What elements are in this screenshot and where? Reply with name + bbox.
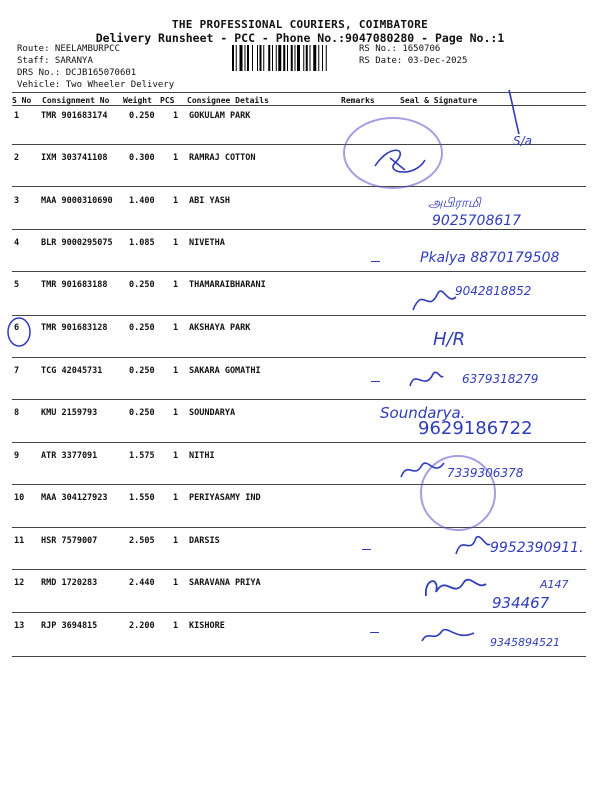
row-pcs: 1 <box>173 366 179 376</box>
row-divider <box>12 229 586 230</box>
row-pcs: 1 <box>173 111 179 121</box>
signature-scribble <box>408 285 458 315</box>
rs-date-label: RS Date: 03-Dec-2025 <box>359 56 468 66</box>
row-consignee: SARAVANA PRIYA <box>189 578 261 588</box>
barcode-bar <box>272 45 273 71</box>
barcode-bar <box>252 45 253 71</box>
row-consignee: NIVETHA <box>189 238 225 248</box>
handwritten-note: A147 <box>540 578 569 591</box>
row-consignment: TCG 42045731 <box>41 366 103 376</box>
row-weight: 0.250 <box>129 408 155 418</box>
row-consignment: IXM 303741108 <box>41 153 108 163</box>
handwritten-note: S/a <box>513 134 533 148</box>
row-weight: 1.550 <box>129 493 155 503</box>
row-pcs: 1 <box>173 153 179 163</box>
row-sno: 2 <box>14 153 20 163</box>
row-weight: 0.250 <box>129 280 155 290</box>
row-consignee: PERIYASAMY IND <box>189 493 261 503</box>
row-divider <box>12 612 586 613</box>
row-sno: 12 <box>14 578 25 588</box>
remark-dash <box>362 549 371 550</box>
row-sno: 4 <box>14 238 20 248</box>
barcode-bar <box>295 45 296 71</box>
col-sno: S No <box>12 96 32 105</box>
col-weight: Weight <box>123 96 152 105</box>
row-sno: 1 <box>14 111 20 121</box>
row-weight: 0.250 <box>129 366 155 376</box>
col-consignment: Consignment No <box>42 96 110 105</box>
col-pcs: PCS <box>160 96 175 105</box>
row-sno: 10 <box>14 493 25 503</box>
row-weight: 0.250 <box>129 111 155 121</box>
row-sno: 11 <box>14 536 25 546</box>
runsheet-subtitle: Delivery Runsheet - PCC - Phone No.:9047080280 - Page No.:1 <box>95 31 505 45</box>
row-weight: 0.250 <box>129 323 155 333</box>
signature-scribble <box>370 138 430 183</box>
barcode-bar <box>236 45 237 71</box>
col-seal: Seal & Signature <box>400 96 478 105</box>
row-divider <box>12 271 586 272</box>
barcode-bar <box>245 45 246 71</box>
barcode-bar <box>268 45 270 71</box>
row-consignee: RAMRAJ COTTON <box>189 153 256 163</box>
row-consignee: KISHORE <box>189 621 225 631</box>
barcode <box>232 45 356 71</box>
barcode-bar <box>303 45 304 71</box>
row-pcs: 1 <box>173 280 179 290</box>
row-divider <box>12 144 586 145</box>
row-sno: 8 <box>14 408 20 418</box>
barcode-bar <box>283 45 285 71</box>
rs-no-label: RS No.: 1650706 <box>359 44 441 54</box>
row-consignment: TMR 901683188 <box>41 280 108 290</box>
row-pcs: 1 <box>173 196 179 206</box>
staff-label: Staff: SARANYA <box>17 56 93 66</box>
handwritten-phone: 7339306378 <box>447 466 524 480</box>
barcode-bar <box>318 45 319 71</box>
col-remarks: Remarks <box>341 96 375 105</box>
row-weight: 1.575 <box>129 451 155 461</box>
remark-dash <box>370 632 379 633</box>
signature-scribble <box>405 366 445 394</box>
row-pcs: 1 <box>173 578 179 588</box>
row-divider <box>12 527 586 528</box>
row-consignment: RJP 3694815 <box>41 621 98 631</box>
row-consignee: THAMARAIBHARANI <box>189 280 266 290</box>
row-pcs: 1 <box>173 621 179 631</box>
row-divider <box>12 315 586 316</box>
barcode-bar <box>322 45 323 71</box>
row-weight: 2.440 <box>129 578 155 588</box>
handwritten-name: அபிராமி <box>428 196 481 211</box>
row-weight: 1.085 <box>129 238 155 248</box>
circle-mark <box>6 316 32 348</box>
row-weight: 1.400 <box>129 196 155 206</box>
col-consignee: Consignee Details <box>187 96 269 105</box>
row-sno: 7 <box>14 366 20 376</box>
row-sno: 5 <box>14 280 20 290</box>
signature-scribble <box>420 570 490 606</box>
handwritten-phone: 934467 <box>492 594 550 612</box>
remark-dash <box>371 381 380 382</box>
handwritten-phone: 9629186722 <box>418 418 533 439</box>
row-sno: 3 <box>14 196 20 206</box>
row-pcs: 1 <box>173 408 179 418</box>
handwritten-phone: 9345894521 <box>490 636 560 649</box>
row-divider <box>12 399 586 400</box>
vehicle-label: Vehicle: Two Wheeler Delivery <box>17 80 175 90</box>
row-consignment: KMU 2159793 <box>41 408 98 418</box>
drs-label: DRS No.: DCJB165070601 <box>17 68 137 78</box>
barcode-bar <box>240 45 243 71</box>
barcode-bar <box>297 45 300 71</box>
row-weight: 0.300 <box>129 153 155 163</box>
row-pcs: 1 <box>173 451 179 461</box>
row-consignment: HSR 7579007 <box>41 536 98 546</box>
barcode-bar <box>310 45 311 71</box>
row-consignee: AKSHAYA PARK <box>189 323 251 333</box>
barcode-bar <box>278 45 281 71</box>
row-consignment: RMD 1720283 <box>41 578 98 588</box>
barcode-bar <box>260 45 262 71</box>
barcode-bar <box>232 45 234 71</box>
row-pcs: 1 <box>173 323 179 333</box>
row-divider <box>12 357 586 358</box>
signature-scribble <box>398 455 448 483</box>
barcode-bar <box>247 45 249 71</box>
barcode-bar <box>313 45 316 71</box>
row-consignee: ABI YASH <box>189 196 230 206</box>
row-weight: 2.505 <box>129 536 155 546</box>
barcode-bar <box>257 45 258 71</box>
row-consignee: NITHI <box>189 451 215 461</box>
route-label: Route: NEELAMBURPCC <box>17 44 120 54</box>
table-top-rule <box>12 92 586 93</box>
handwritten-note: H/R <box>433 329 466 350</box>
row-pcs: 1 <box>173 493 179 503</box>
barcode-bar <box>287 45 288 71</box>
remark-dash <box>371 261 380 262</box>
row-pcs: 1 <box>173 238 179 248</box>
row-consignee: SAKARA GOMATHI <box>189 366 261 376</box>
row-consignment: BLR 9000295075 <box>41 238 113 248</box>
handwritten-phone: 9952390911. <box>490 540 584 556</box>
row-divider <box>12 484 586 485</box>
barcode-bar <box>326 45 327 71</box>
row-divider <box>12 442 586 443</box>
row-divider <box>12 656 586 657</box>
handwritten-name: Soundarya. <box>380 404 466 422</box>
row-consignment: MAA 304127923 <box>41 493 108 503</box>
row-consignee: SOUNDARYA <box>189 408 236 418</box>
handwritten-phone: Pkalya 8870179508 <box>420 250 560 266</box>
row-consignee: GOKULAM PARK <box>189 111 251 121</box>
barcode-bar <box>306 45 308 71</box>
row-consignee: DARSIS <box>189 536 220 546</box>
barcode-bar <box>291 45 293 71</box>
table-header-rule <box>12 105 586 106</box>
signature-scribble <box>418 623 478 647</box>
row-consignment: ATR 3377091 <box>41 451 98 461</box>
signature-scribble <box>452 530 492 560</box>
row-consignment: TMR 901683128 <box>41 323 108 333</box>
row-sno: 13 <box>14 621 25 631</box>
row-consignment: MAA 9000310690 <box>41 196 113 206</box>
row-weight: 2.200 <box>129 621 155 631</box>
row-pcs: 1 <box>173 536 179 546</box>
barcode-bar <box>263 45 264 71</box>
barcode-bar <box>276 45 277 71</box>
row-sno: 9 <box>14 451 20 461</box>
company-title: THE PROFESSIONAL COURIERS, COIMBATORE <box>171 18 429 31</box>
handwritten-phone: 6379318279 <box>462 372 539 386</box>
row-sno: 6 <box>14 323 20 333</box>
handwritten-phone: 9042818852 <box>455 284 532 298</box>
row-divider <box>12 569 586 570</box>
handwritten-phone: 9025708617 <box>432 213 522 229</box>
row-divider <box>12 186 586 187</box>
row-consignment: TMR 901683174 <box>41 111 108 121</box>
signature-scribble <box>505 88 527 138</box>
